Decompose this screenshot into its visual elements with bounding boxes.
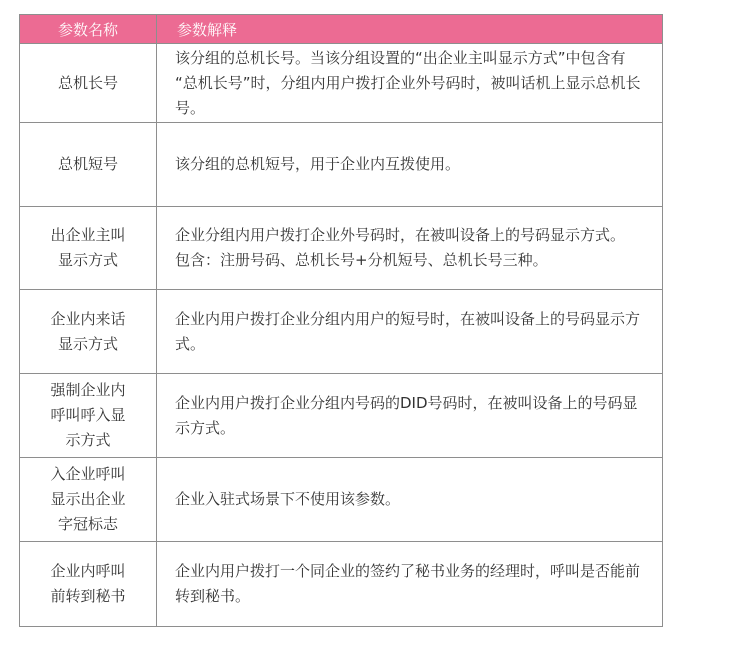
- param-desc: 企业内用户拨打企业分组内号码的DID号码时，在被叫设备上的号码显示方式。: [175, 393, 638, 437]
- table-row: [20, 207, 663, 290]
- table-row: [20, 123, 663, 207]
- header-param-name: 参数名称: [20, 15, 157, 44]
- param-desc-cell: [157, 123, 663, 207]
- param-desc: 该分组的总机长号。当该分组设置的“出企业主叫显示方式”中包含有 “总机长号”时，分组内用户拨打企业外号码时，被叫话机上显示总机长号。: [175, 48, 641, 117]
- param-name: 入企业呼叫显示出企业字冠标志: [50, 465, 126, 533]
- param-desc-cell: [157, 542, 663, 627]
- param-desc-cell: [157, 44, 663, 123]
- param-name-cell: [20, 374, 157, 458]
- param-name: 强制企业内呼叫呼入显示方式: [50, 381, 126, 449]
- header-param-desc: 参数解释: [157, 15, 663, 44]
- param-desc: 企业入驻式场景下不使用该参数。: [175, 490, 401, 508]
- param-desc: 企业内用户拨打企业分组内用户的短号时，在被叫设备上的号码显示方式。: [175, 309, 641, 353]
- param-desc: 企业分组内用户拨打企业外号码时，在被叫设备上的号码显示方式。: [175, 226, 626, 244]
- param-name: 企业内来话显示方式: [50, 309, 126, 353]
- param-desc-cell: [157, 290, 663, 374]
- param-name-cell: [20, 123, 157, 207]
- param-name-cell: [20, 207, 157, 290]
- param-name: 出企业主叫显示方式: [50, 226, 126, 269]
- table-row: [20, 290, 663, 374]
- param-desc: 企业内用户拨打一个同企业的签约了秘书业务的经理时，呼叫是否能前转到秘书。: [175, 562, 641, 605]
- table-row: [20, 458, 663, 542]
- table-row: [20, 542, 663, 627]
- param-name-cell: [20, 458, 157, 542]
- param-name: 总机长号: [57, 73, 118, 92]
- param-desc: 该分组的总机短号，用于企业内互拨使用。: [175, 155, 461, 173]
- param-name: 总机短号: [57, 155, 118, 173]
- table-row: [20, 374, 663, 458]
- param-name-cell: [20, 290, 157, 374]
- table-header-row: [20, 15, 663, 44]
- table-row: [20, 44, 663, 123]
- param-name-cell: [20, 44, 157, 123]
- param-desc-note: 包含：注册号码、总机长号+分机短号、总机长号三种。: [175, 251, 548, 269]
- param-desc-cell: [157, 374, 663, 458]
- param-name: 企业内呼叫前转到秘书: [50, 562, 126, 605]
- parameter-table: [19, 14, 663, 627]
- param-name-cell: [20, 542, 157, 627]
- param-desc-cell: [157, 207, 663, 290]
- param-desc-cell: [157, 458, 663, 542]
